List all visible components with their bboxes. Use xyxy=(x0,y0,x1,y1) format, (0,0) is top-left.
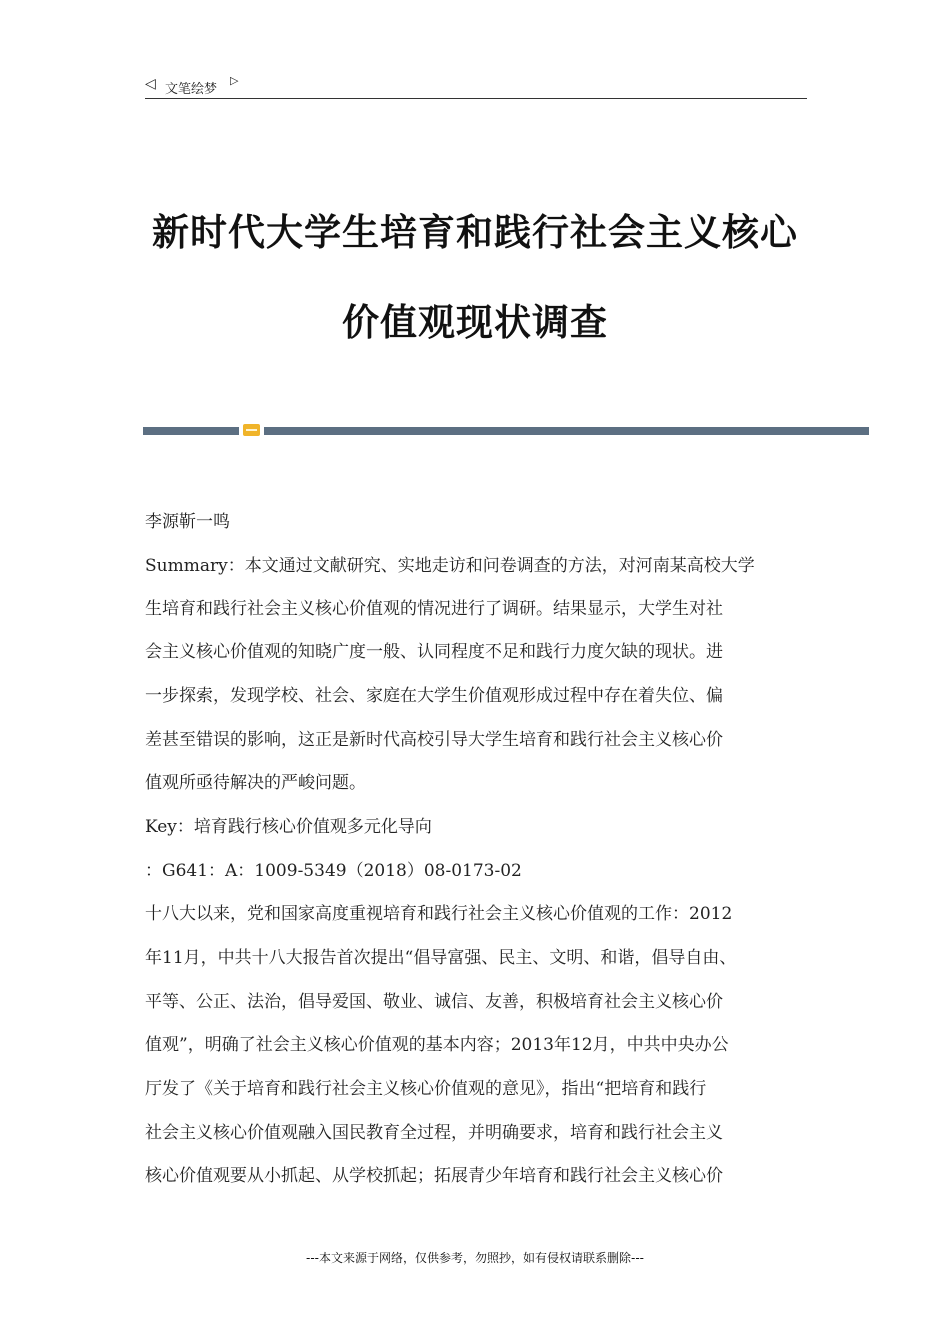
document-title-line-1: 新时代大学生培育和践行社会主义核心 xyxy=(152,211,798,254)
page-footer: ---本文来源于网络，仅供参考，勿照抄，如有侵权请联系删除--- xyxy=(306,1251,644,1265)
summary-line: 值观所亟待解决的严峻问题。 xyxy=(145,773,366,793)
keywords-line: Key：培育践行核心价值观多元化导向 xyxy=(145,817,432,837)
document-title-line-2: 价值观现状调查 xyxy=(342,301,608,344)
body-paragraph-line: 平等、公正、法治，倡导爱国、敬业、诚信、友善，积极培育社会主义核心价 xyxy=(145,992,723,1012)
summary-line: Summary：本文通过文献研究、实地走访和问卷调查的方法，对河南某高校大学 xyxy=(145,556,755,576)
summary-line: 一步探索，发现学校、社会、家庭在大学生价值观形成过程中存在着失位、偏 xyxy=(145,686,723,706)
body-paragraph-line: 社会主义核心价值观融入国民教育全过程，并明确要求，培育和践行社会主义 xyxy=(145,1123,723,1143)
author-line: 李源靳一鸣 xyxy=(145,512,230,532)
title-divider-right xyxy=(264,427,869,435)
brand-label: 文笔绘梦 xyxy=(165,82,218,97)
body-paragraph-line: 厅发了《关于培育和践行社会主义核心价值观的意见》，指出“把培育和践行 xyxy=(145,1079,707,1099)
body-paragraph-line: 年11月，中共十八大报告首次提出“倡导富强、民主、文明、和谐，倡导自由、 xyxy=(145,948,737,968)
summary-line: 生培育和践行社会主义核心价值观的情况进行了调研。结果显示，大学生对社 xyxy=(145,599,723,619)
right-triangle-icon: ▷ xyxy=(230,74,239,87)
left-triangle-icon: ◁ xyxy=(145,76,156,92)
title-divider-left xyxy=(143,427,239,435)
summary-line: 差甚至错误的影响，这正是新时代高校引导大学生培育和践行社会主义核心价 xyxy=(145,730,723,750)
page-header xyxy=(145,72,807,99)
summary-line: 会主义核心价值观的知晓广度一般、认同程度不足和践行力度欠缺的现状。进 xyxy=(145,642,723,662)
body-paragraph-line: 值观”，明确了社会主义核心价值观的基本内容；2013年12月，中共中央办公 xyxy=(145,1035,729,1055)
body-paragraph-line: 核心价值观要从小抓起、从学校抓起；拓展青少年培育和践行社会主义核心价 xyxy=(145,1166,723,1186)
body-paragraph-line: 十八大以来，党和国家高度重视培育和践行社会主义核心价值观的工作：2012 xyxy=(145,904,733,924)
classification-line: ：G641：A：1009-5349（2018）08-0173-02 xyxy=(145,861,522,881)
divider-ornament-icon xyxy=(243,424,260,436)
